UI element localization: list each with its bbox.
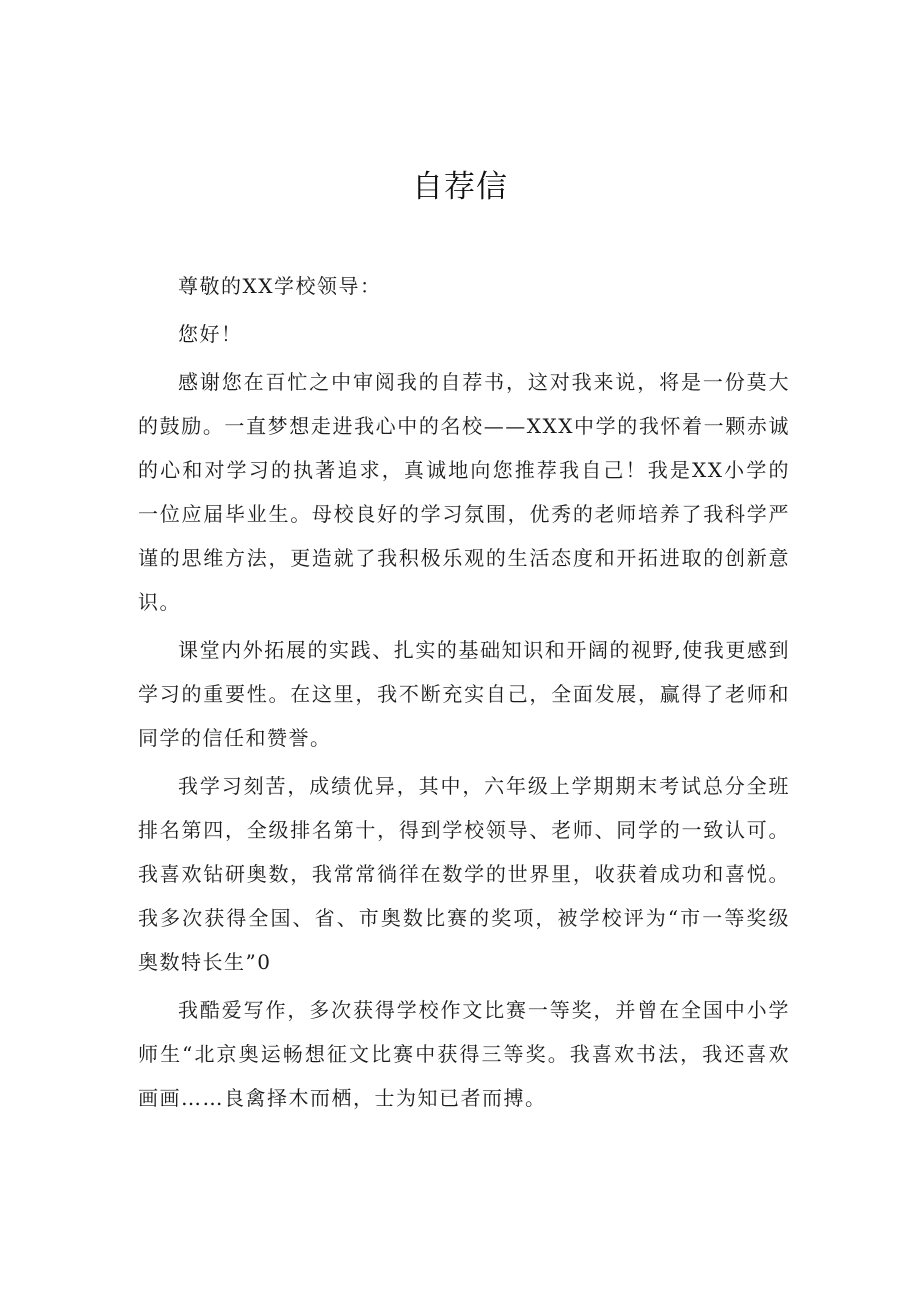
salutation: 尊敬的XX学校领导： xyxy=(178,274,382,298)
paragraph-hobbies: 我酷爱写作，多次获得学校作文比赛一等奖，并曾在全国中小学师生“北京奥运畅想征文比赛中获得三等奖。我喜欢书法，我还喜欢画画……良禽择木而栖，士为知已者而搏。 xyxy=(138,998,790,1110)
paragraph-achievements: 我学习刻苦，成绩优异，其中，六年级上学期期末考试总分全班排名第四，全级排名第十，得到学校领导、老师、同学的一致认可。我喜欢钻研奥数，我常常徜徉在数学的世界里，收获着成功和喜悦。我多次获得全国、省、市奥数比赛的奖项，被学校评为“市一等奖级奥数特长生”0 xyxy=(138,774,790,974)
greeting: 您好！ xyxy=(178,322,243,346)
paragraph-intro: 感谢您在百忙之中审阅我的自荐书，这对我来说，将是一份莫大的鼓励。一直梦想走进我心中的名校——XXX中学的我怀着一颗赤诚的心和对学习的执著追求，真诚地向您推荐我自己！我是XX小学的一位应届毕业生。母校良好的学习氛围，优秀的老师培养了我科学严谨的思维方法，更造就了我积极乐观的生活态度和开拓进取的创新意识。 xyxy=(138,370,790,614)
document-title: 自荐信 xyxy=(412,169,508,205)
letter-body xyxy=(138,264,790,1120)
paragraph-classroom: 课堂内外拓展的实践、扎实的基础知识和开阔的视野,使我更感到学习的重要性。在这里，我不断充实自己，全面发展，赢得了老师和同学的信任和赞誉。 xyxy=(138,638,790,750)
